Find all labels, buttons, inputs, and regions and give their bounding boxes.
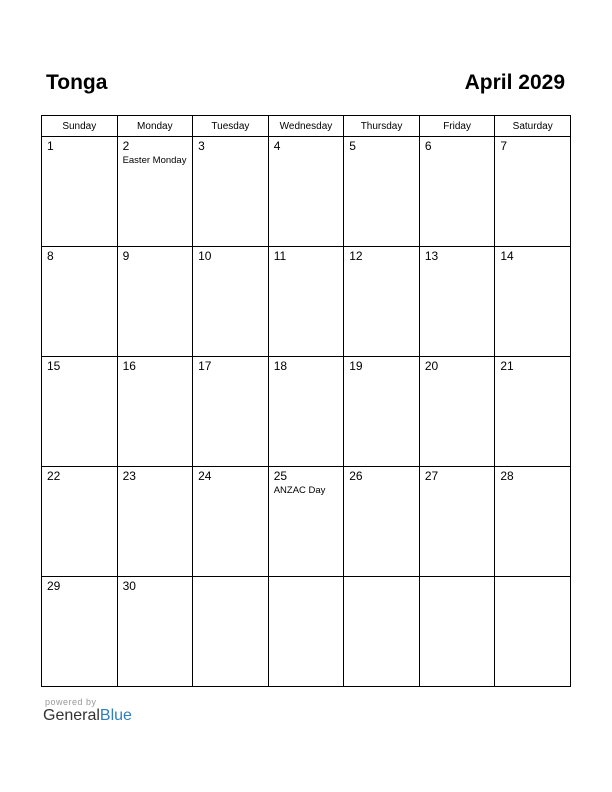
day-cell <box>117 247 193 357</box>
day-number: 10 <box>198 249 212 263</box>
day-number <box>269 577 344 580</box>
day-cell <box>268 357 344 467</box>
day-number: 3 <box>198 139 205 153</box>
day-cell <box>344 247 420 357</box>
weekday-header: Wednesday <box>268 116 344 137</box>
day-number: 14 <box>500 249 514 263</box>
day-number <box>344 577 419 580</box>
day-number: 27 <box>424 469 439 483</box>
country-title: Tonga <box>46 71 108 94</box>
day-cell <box>419 467 495 577</box>
week-row <box>42 247 571 357</box>
day-number: 6 <box>424 139 432 153</box>
day-cell <box>193 137 269 247</box>
day-cell <box>419 247 495 357</box>
day-number: 28 <box>500 469 514 483</box>
weekday-header: Friday <box>419 116 495 137</box>
day-cell <box>268 247 344 357</box>
day-cell <box>495 137 571 247</box>
day-cell <box>344 357 420 467</box>
day-number: 23 <box>122 469 136 483</box>
day-number: 29 <box>47 579 61 593</box>
week-row <box>42 357 571 467</box>
day-number: 5 <box>349 139 356 153</box>
day-number: 30 <box>122 579 136 593</box>
brand-part-general: General <box>43 707 100 724</box>
day-number: 19 <box>349 359 363 373</box>
day-number: 13 <box>424 249 439 263</box>
day-cell <box>117 467 193 577</box>
day-cell <box>495 247 571 357</box>
day-cell <box>419 137 495 247</box>
day-cell <box>193 247 269 357</box>
day-cell <box>42 137 118 247</box>
weekday-header: Sunday <box>42 116 118 137</box>
day-cell <box>193 357 269 467</box>
day-number: 7 <box>500 139 508 153</box>
week-row <box>42 137 571 247</box>
day-cell <box>419 357 495 467</box>
empty-day-cell <box>419 577 495 687</box>
day-cell <box>42 357 118 467</box>
powered-by-text: powered by <box>45 697 97 707</box>
day-number: 2 <box>122 139 130 153</box>
day-cell <box>117 577 193 687</box>
day-number: 12 <box>349 249 363 263</box>
day-number: 16 <box>122 359 136 373</box>
day-number: 17 <box>198 359 212 373</box>
day-number <box>495 577 570 580</box>
day-cell <box>344 467 420 577</box>
empty-day-cell <box>268 577 344 687</box>
brand-part-blue: Blue <box>99 707 132 724</box>
day-cell <box>495 357 571 467</box>
day-cell <box>117 137 193 247</box>
day-cell <box>268 467 344 577</box>
empty-day-cell <box>193 577 269 687</box>
empty-day-cell <box>344 577 420 687</box>
holiday-label: ANZAC Day <box>273 485 326 496</box>
day-cell <box>42 467 118 577</box>
weekday-header: Monday <box>117 116 193 137</box>
week-row <box>42 467 571 577</box>
day-number: 18 <box>273 359 288 373</box>
week-row <box>42 577 571 687</box>
day-cell <box>268 137 344 247</box>
brand-logo[interactable] <box>43 707 132 725</box>
day-number: 4 <box>273 139 281 153</box>
day-cell <box>344 137 420 247</box>
calendar-grid <box>41 115 571 687</box>
month-title: April 2029 <box>464 71 565 94</box>
day-cell <box>117 357 193 467</box>
day-number: 20 <box>424 359 439 373</box>
day-cell <box>495 467 571 577</box>
weekday-header: Tuesday <box>193 116 269 137</box>
day-cell <box>193 467 269 577</box>
day-number: 15 <box>47 359 61 373</box>
day-number: 9 <box>122 249 130 263</box>
day-number: 24 <box>198 469 212 483</box>
footer <box>43 697 132 725</box>
day-number: 26 <box>349 469 363 483</box>
empty-day-cell <box>495 577 571 687</box>
holiday-label: Easter Monday <box>122 155 187 166</box>
weekday-header: Thursday <box>344 116 420 137</box>
weekday-header-row <box>42 116 571 137</box>
day-number <box>193 577 268 580</box>
day-number: 8 <box>47 249 54 263</box>
weekday-header: Saturday <box>495 116 571 137</box>
day-number: 21 <box>500 359 514 373</box>
day-number: 25 <box>273 469 288 483</box>
day-number <box>420 577 495 580</box>
day-cell <box>42 247 118 357</box>
day-number: 22 <box>47 469 61 483</box>
day-number: 11 <box>273 249 287 263</box>
day-number: 1 <box>47 139 54 153</box>
day-cell <box>42 577 118 687</box>
